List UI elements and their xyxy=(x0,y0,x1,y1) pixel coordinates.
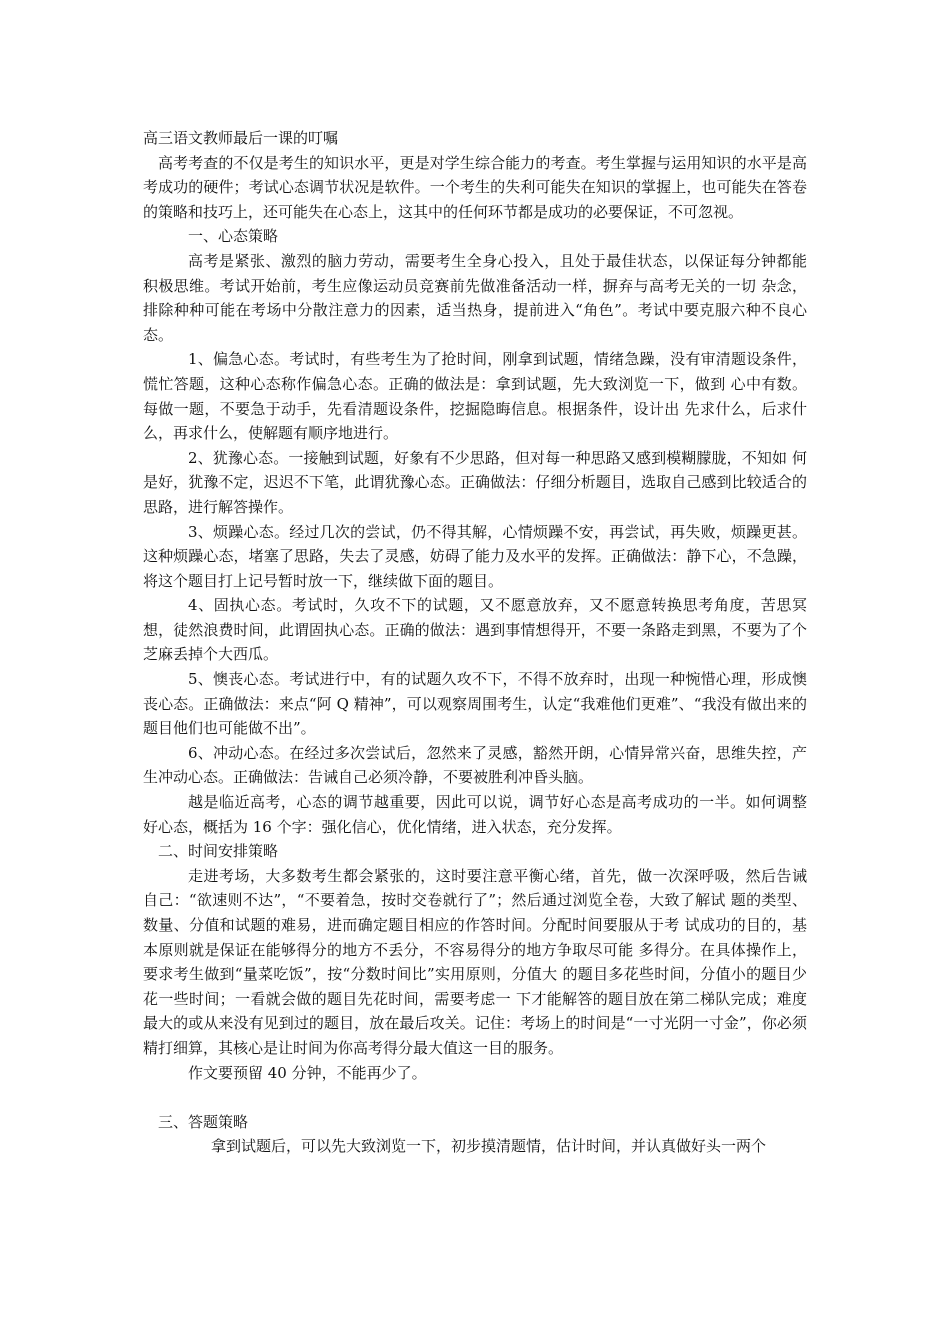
answering-strategy-paragraph: 拿到试题后，可以先大致浏览一下，初步摸清题情，估计时间，并认真做好头一两个 xyxy=(211,1137,767,1156)
document-title: 高三语文教师最后一课的叮嘱 xyxy=(143,129,339,147)
document-body xyxy=(143,126,807,1159)
essay-time-note: 作文要预留 40 分钟，不能再少了。 xyxy=(188,1063,427,1082)
mindset-item-4: 4、固执心态。考试时，久攻不下的试题，又不愿意放弃，又不愿意转换思考角度，苦思冥 想，徒然浪费时间，此谓固执心态。正确的做法：遇到事情想得开，不要一条路走到黑，不要为了个芝麻丢掉个大西瓜。 xyxy=(143,596,807,664)
mindset-item-3: 3、烦躁心态。经过几次的尝试，仍不得其解，心情烦躁不安，再尝试，再失败，烦躁更甚。这种烦躁心态，堵塞了思路，失去了灵感，妨碍了能力及水平的发挥。正确做法：静下心，不急躁，将这个题目打上记号暂时放一下，继续做下面的题目。 xyxy=(143,522,807,590)
intro-paragraph: 高考考查的不仅是考生的知识水平，更是对学生综合能力的考查。考生掌握与运用知识的水平是高考成功的硬件；考试心态调节状况是软件。一个考生的失利可能失在知识的掌握上，也可能失在答卷的策略和技巧上，还可能失在心态上，这其中的任何环节都是成功的必要保证，不可忽视。 xyxy=(143,153,807,221)
mindset-conclusion: 越是临近高考，心态的调节越重要，因此可以说，调节好心态是高考成功的一半。如何调整 好心态，概括为 16 个字：强化信心，优化情绪，进入状态，充分发挥。 xyxy=(143,793,807,836)
mindset-item-2: 2、犹豫心态。一接触到试题，好象有不少思路，但对每一种思路又感到模糊朦胧，不知如 何是好，犹豫不定，迟迟不下笔，此谓犹豫心态。正确做法：仔细分析题目，选取自己感到比较适合的思路，进行解答操作。 xyxy=(143,448,807,516)
section-heading-mindset: 一、心态策略 xyxy=(188,227,279,246)
blank-line xyxy=(143,1085,807,1110)
section-heading-time: 二、时间安排策略 xyxy=(158,842,279,861)
mindset-item-5: 5、懊丧心态。考试进行中，有的试题久攻不下，不得不放弃时，出现一种惋惜心理，形成懊丧心态。正确做法：来点“阿 Q 精神”，可以观察周围考生，认定“我难他们更难”、“我没有做出来的题目他们也可能做不出”。 xyxy=(143,670,807,738)
mindset-intro-paragraph: 高考是紧张、激烈的脑力劳动，需要考生全身心投入，且处于最佳状态，以保证每分钟都能 积极思维。考试开始前，考生应像运动员竞赛前先做准备活动一样，摒弃与高考无关的一切 杂念，排除种种可能在考场中分散注意力的因素，适当热身，提前进入“角色”。考试中要克服六种不良心态。 xyxy=(143,251,807,344)
section-heading-answering: 三、答题策略 xyxy=(158,1112,249,1131)
time-strategy-paragraph: 走进考场，大多数考生都会紧张的，这时要注意平衡心绪，首先，做一次深呼吸，然后告诫 自己：“欲速则不达”，“不要着急，按时交卷就行了”；然后通过浏览全卷，大致了解试 题的类型、数量、分值和试题的难易，进而确定题目相应的作答时间。分配时间要服从于考 试成功的目的，基本原则就是保证在能够得分的地方不丢分，不容易得分的地方争取尽可能 多得分。在具体操作上，要求考生做到“量菜吃饭”，按“分数时间比”实用原则，分值大 的题目多花些时间，分值小的题目少花一些时间；一看就会做的题目先花时间，需要考虑一 下才能解答的题目放在第二梯队完成；难度最大的或从来没有见到过的题目，放在最后攻关。记住：考场上的时间是“一寸光阴一寸金”，你必须精打细算，其核心是让时间为你高考得分最大值这一目的服务。 xyxy=(143,866,807,1057)
mindset-item-6: 6、冲动心态。在经过多次尝试后，忽然来了灵感，豁然开朗，心情异常兴奋，思维失控，产生冲动心态。正确做法：告诫自己必须冷静，不要被胜利冲昏头脑。 xyxy=(143,743,807,787)
mindset-item-1: 1、偏急心态。考试时，有些考生为了抢时间，刚拿到试题，情绪急躁，没有审清题设条件，慌忙答题，这种心态称作偏急心态。正确的做法是：拿到试题，先大致浏览一下，做到 心中有数。每做一题，不要急于动手，先看清题设条件，挖掘隐晦信息。根据条件，设计出 先求什么，后求什么，再求什么，使解题有顺序地进行。 xyxy=(143,350,807,443)
